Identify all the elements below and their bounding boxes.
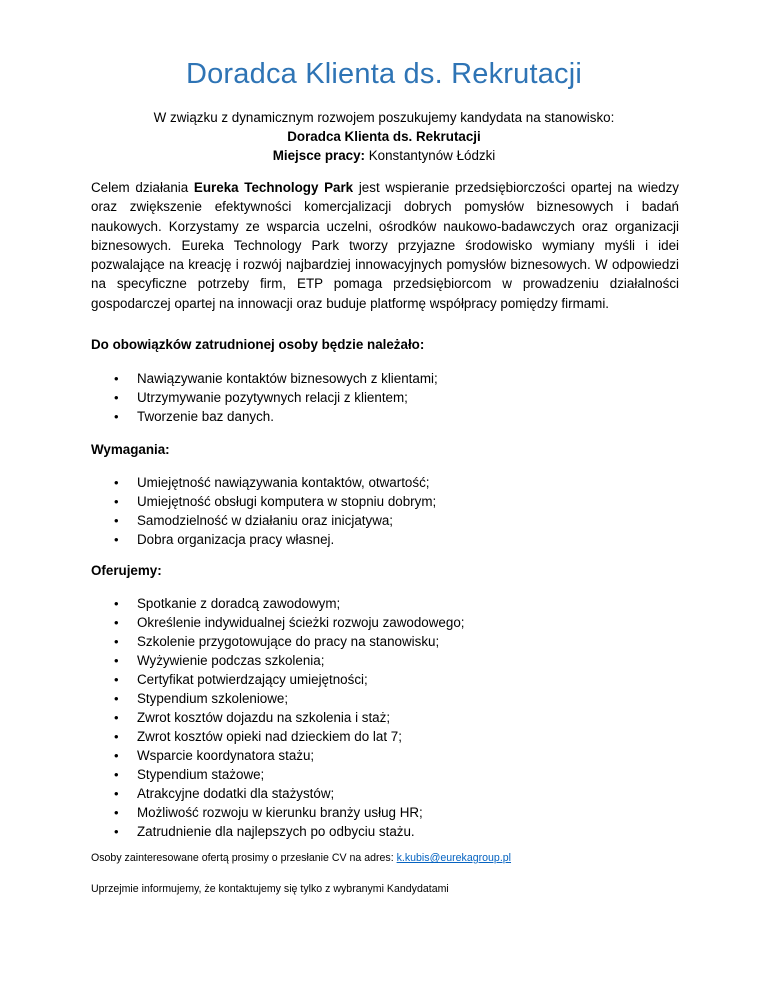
bullet-icon: • (114, 710, 119, 725)
location-line (0, 146, 768, 165)
list-item-text: Samodzielność w działaniu oraz inicjatywa; (137, 513, 394, 528)
bullet-icon: • (114, 729, 119, 744)
list-item-text: Umiejętność nawiązywania kontaktów, otwartość; (137, 475, 430, 490)
location-label: Miejsce pracy: (272, 148, 366, 163)
location-value: Konstantynów Łódzki (365, 148, 496, 163)
list-item-text: Dobra organizacja pracy własnej. (137, 532, 335, 547)
bullet-icon: • (114, 767, 119, 782)
contact-email-link[interactable]: k.kubis@eurekagroup.pl (396, 852, 512, 864)
bullet-icon: • (114, 805, 119, 820)
duties-heading: Do obowiązków zatrudnionej osoby będzie należało: (91, 337, 425, 352)
list-item-text: Wyżywienie podczas szkolenia; (137, 653, 325, 668)
list-item (91, 492, 691, 511)
list-item (91, 407, 691, 426)
bullet-icon: • (114, 532, 119, 547)
bullet-icon: • (114, 824, 119, 839)
requirements-heading: Wymagania: (91, 442, 170, 457)
list-item-text: Możliwość rozwoju w kierunku branży usług HR; (137, 805, 423, 820)
list-item-text: Zatrudnienie dla najlepszych po odbyciu stażu. (137, 824, 415, 839)
list-item-text: Stypendium szkoleniowe; (137, 691, 289, 706)
bullet-icon: • (114, 786, 119, 801)
list-item-text: Utrzymywanie pozytywnych relacji z klientem; (137, 390, 408, 405)
bullet-icon: • (114, 672, 119, 687)
position-name: Doradca Klienta ds. Rekrutacji (287, 129, 481, 144)
offer-list (91, 594, 691, 841)
description-prefix: Celem działania (91, 180, 194, 195)
list-item (91, 822, 691, 841)
list-item (91, 784, 691, 803)
bullet-icon: • (114, 596, 119, 611)
list-item (91, 746, 691, 765)
intro-block (0, 108, 768, 165)
list-item-text: Wsparcie koordynatora stażu; (137, 748, 315, 763)
list-item (91, 708, 691, 727)
description-text: jest wspieranie przedsiębiorczości opartej na wiedzy oraz zwiększenie efektywności komercjalizacji dobrych pomysłów biznesowych i badań naukowych. Korzystamy ze wsparcia uczelni, ośrodków naukowo-badawczych oraz organizacji biznesowych. Eureka Technology Park tworzy przyjazne środowisko wymiany myśli i idei pozwalające na kreację i rozwój najbardziej innowacyjnych pomysłów biznesowych. W odpowiedzi na specyficzne potrzeby firm, ETP pomaga przedsiębiorcom w prowadzeniu działalności gospodarczej opartej na innowacji oraz buduje platformę współpracy pomiędzy firmami. (91, 180, 679, 311)
list-item (91, 670, 691, 689)
bullet-icon: • (114, 409, 119, 424)
list-item-text: Szkolenie przygotowujące do pracy na stanowisku; (137, 634, 440, 649)
list-item-text: Atrakcyjne dodatki dla stażystów; (137, 786, 335, 801)
bullet-icon: • (114, 615, 119, 630)
intro-line: W związku z dynamicznym rozwojem poszukujemy kandydata na stanowisko: (153, 110, 615, 125)
requirements-list (91, 473, 691, 549)
list-item-text: Zwrot kosztów opieki nad dzieckiem do lat 7; (137, 729, 402, 744)
list-item (91, 473, 691, 492)
list-item-text: Zwrot kosztów dojazdu na szkolenia i staż; (137, 710, 391, 725)
list-item-text: Nawiązywanie kontaktów biznesowych z klientami; (137, 371, 438, 386)
list-item (91, 689, 691, 708)
duties-list (91, 369, 691, 426)
bullet-icon: • (114, 475, 119, 490)
company-name: Eureka Technology Park (193, 180, 354, 195)
bullet-icon: • (114, 390, 119, 405)
bullet-icon: • (114, 513, 119, 528)
offer-heading: Oferujemy: (91, 563, 162, 578)
list-item-text: Stypendium stażowe; (137, 767, 265, 782)
contact-text: Osoby zainteresowane ofertą prosimy o przesłanie CV na adres: (91, 852, 397, 864)
list-item (91, 803, 691, 822)
bullet-icon: • (114, 691, 119, 706)
list-item-text: Umiejętność obsługi komputera w stopniu dobrym; (137, 494, 437, 509)
list-item (91, 511, 691, 530)
list-item (91, 613, 691, 632)
list-item-text: Spotkanie z doradcą zawodowym; (137, 596, 341, 611)
bullet-icon: • (114, 748, 119, 763)
list-item (91, 388, 691, 407)
bullet-icon: • (114, 653, 119, 668)
list-item-text: Certyfikat potwierdzający umiejętności; (137, 672, 368, 687)
list-item (91, 632, 691, 651)
list-item-text: Określenie indywidualnej ścieżki rozwoju zawodowego; (137, 615, 465, 630)
list-item (91, 765, 691, 784)
list-item (91, 727, 691, 746)
list-item (91, 369, 691, 388)
bullet-icon: • (114, 371, 119, 386)
list-item (91, 651, 691, 670)
list-item (91, 594, 691, 613)
bullet-icon: • (114, 634, 119, 649)
contact-line (91, 852, 511, 864)
company-description (91, 178, 679, 313)
list-item-text: Tworzenie baz danych. (137, 409, 274, 424)
page-title: Doradca Klienta ds. Rekrutacji (185, 58, 583, 90)
list-item (91, 530, 691, 549)
notice-text: Uprzejmie informujemy, że kontaktujemy się tylko z wybranymi Kandydatami (91, 883, 449, 895)
bullet-icon: • (114, 494, 119, 509)
